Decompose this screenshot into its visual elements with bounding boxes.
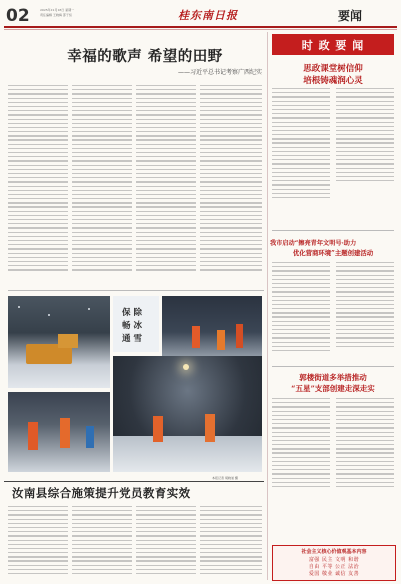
right3-body-col1 [272, 398, 330, 496]
lead-divider [8, 290, 264, 291]
worker-figure [86, 426, 94, 448]
poem-line-1: 保 除 [122, 308, 142, 318]
worker-figure [205, 414, 215, 442]
bottom-body-col2 [72, 506, 132, 580]
worker-figure [60, 418, 70, 448]
worker-figure [192, 326, 200, 348]
right1-headline-1: 思政课堂树信仰 [303, 64, 363, 74]
street-light [183, 364, 189, 370]
editor-line: 责任编辑 王晓梅 邵子恒 [40, 13, 72, 17]
bottom-story-rule [4, 481, 264, 482]
lead-body-col2 [72, 85, 132, 287]
right1-headline-2: 培根铸魂润心灵 [303, 76, 363, 86]
snow-photo-4 [113, 356, 262, 472]
worker-figure [153, 416, 163, 442]
right2-body-col1 [272, 262, 330, 362]
lead-body-col4 [200, 85, 262, 287]
masthead-rule [4, 26, 397, 28]
right-divider-1 [272, 230, 394, 231]
core-values-row-3: 爱国 敬业 诚信 友善 [308, 571, 360, 577]
worker-figure [28, 422, 38, 450]
bottom-body-col4 [200, 506, 262, 580]
worker-figure [236, 324, 243, 348]
lead-subtitle: ——习近平总书记考察广西纪实 [177, 69, 262, 76]
column-banner-label: 时 政 要 闻 [301, 39, 365, 52]
snow-dot [18, 306, 20, 308]
core-values-row-2: 自由 平等 公正 法治 [308, 564, 360, 570]
snow-ground [113, 436, 262, 472]
vehicle-cab [58, 334, 78, 348]
bottom-headline: 汝南县综合施策提升党员教育实效 [12, 486, 191, 500]
snow-photo-3 [8, 392, 110, 472]
right2-headline-1: 我市启动“擦亮青年文明号·助力 [270, 240, 357, 247]
bottom-body-col3 [136, 506, 196, 580]
right3-body-col2 [336, 398, 394, 496]
core-values-box [272, 545, 396, 581]
right2-body-col2 [336, 262, 394, 362]
poem-line-3: 通 雪 [122, 334, 142, 344]
poem-box [113, 296, 159, 352]
snow-dot [48, 314, 50, 316]
lead-headline: 幸福的歌声 希望的田野 [67, 48, 223, 65]
lead-body-col1 [8, 85, 68, 287]
bottom-body-col1 [8, 506, 68, 580]
right1-body-col2 [336, 88, 394, 210]
right3-headline-1: 郭楼街道多举措推动 [299, 373, 367, 382]
lead-body-col3 [136, 85, 196, 287]
column-banner [272, 34, 394, 55]
page-number: 02 [6, 6, 30, 26]
right2-headline-2: 优化营商环境”主题创建活动 [292, 249, 374, 257]
date-line: 2025年12月18日 星期一 [40, 8, 75, 12]
masthead-rule-thin [4, 29, 397, 30]
worker-figure [217, 330, 225, 350]
core-values-row-1: 富强 民主 文明 和谐 [308, 557, 360, 563]
masthead-logo: 桂东南日报 [178, 9, 238, 22]
photo-credit: 本报记者 胡晓旭 摄 [212, 476, 238, 480]
poem-line-2: 畅 冰 [122, 321, 142, 331]
core-values-title: 社会主义核心价值观基本内容 [301, 549, 367, 555]
column-divider [267, 32, 268, 580]
right3-headline-2: “五星”支部创建走深走实 [291, 384, 375, 393]
snow-dot [88, 308, 90, 310]
section-title: 要闻 [338, 9, 363, 23]
snow-photo-1 [8, 296, 110, 388]
right-divider-2 [272, 366, 394, 367]
right1-body-col1 [272, 88, 330, 210]
